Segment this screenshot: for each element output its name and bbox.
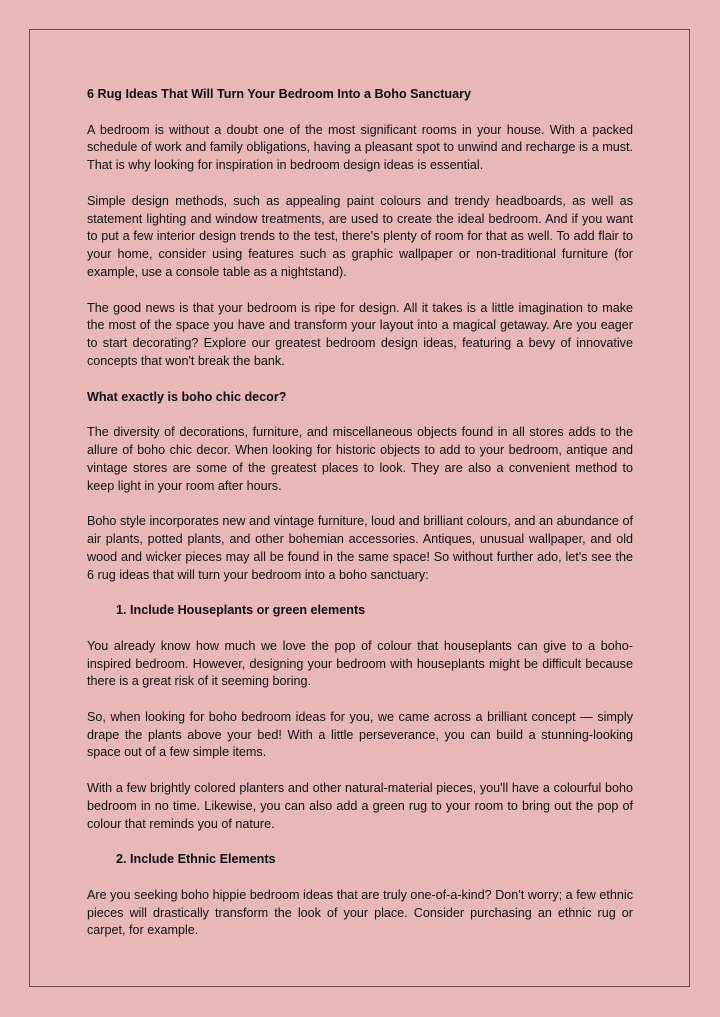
paragraph: Are you seeking boho hippie bedroom ideas that are truly one-of-a-kind? Don't worry; a few ethnic pieces will drastically transform the look of your place. Consider purchasing an ethnic rug or carpet, for example.	[87, 887, 633, 938]
list-item-heading: 1. Include Houseplants or green elements	[130, 602, 633, 620]
document-body	[87, 86, 633, 958]
paragraph: So, when looking for boho bedroom ideas for you, we came across a brilliant concept — simply drape the plants above your bed! With a little perseverance, you can build a stunning-looking space out of a few simple items.	[87, 709, 633, 760]
document-title: 6 Rug Ideas That Will Turn Your Bedroom Into a Boho Sanctuary	[87, 87, 472, 101]
paragraph: Boho style incorporates new and vintage furniture, loud and brilliant colours, and an abundance of air plants, potted plants, and other bohemian accessories. Antiques, unusual wallpaper, and old wood and wicker pieces may all be found in the same space! So without further ado, let's see the 6 rug ideas that will turn your bedroom into a boho sanctuary:	[87, 514, 633, 582]
paragraph: With a few brightly colored planters and other natural-material pieces, you'll have a colourful boho bedroom in no time. Likewise, you can also add a green rug to your room to bring out the pop of colour that reminds you of nature.	[87, 781, 633, 831]
paragraph: You already know how much we love the pop of colour that houseplants can give to a boho-inspired bedroom. However, designing your bedroom with houseplants might be difficult because there is a great risk of it seeming boring.	[87, 638, 633, 689]
numbered-heading-1	[87, 602, 633, 620]
paragraph: A bedroom is without a doubt one of the most significant rooms in your house. With a packed schedule of work and family obligations, having a pleasant spot to unwind and recharge is a must. That is why looking for inspiration in bedroom design ideas is essential.	[87, 122, 633, 173]
paragraph: Simple design methods, such as appealing paint colours and trendy headboards, as well as statement lighting and window treatments, are used to create the ideal bedroom. And if you want to put a few interior design trends to the test, there's plenty of room for that as well. To add flair to your home, consider using features such as graphic wallpaper or non-traditional furniture (for example, use a console table as a nightstand).	[87, 193, 633, 279]
paragraph: The diversity of decorations, furniture, and miscellaneous objects found in all stores adds to the allure of boho chic decor. When looking for historic objects to add to your bedroom, antique and vintage stores are some of the greatest places to look. They are also a convenient method to keep light in your room after hours.	[87, 425, 633, 493]
list-item-heading: 2. Include Ethnic Elements	[130, 851, 633, 869]
numbered-heading-2	[87, 851, 633, 869]
section-heading: What exactly is boho chic decor?	[87, 389, 287, 404]
paragraph: The good news is that your bedroom is ripe for design. All it takes is a little imagination to make the most of the space you have and transform your layout into a magical getaway. Are you eager to start decorating? Explore our greatest bedroom design ideas, featuring a bevy of innovative concepts that won't break the bank.	[87, 300, 633, 368]
